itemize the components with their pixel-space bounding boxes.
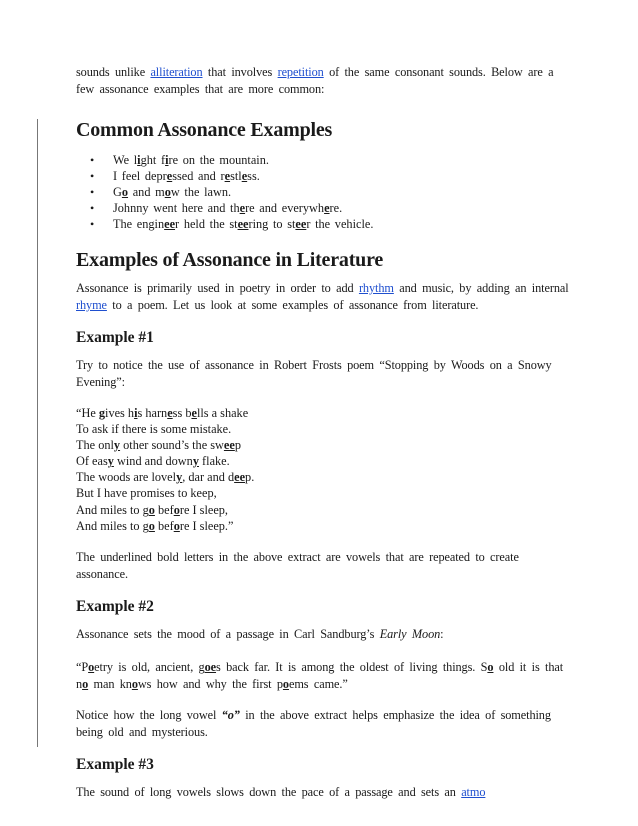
repetition-link[interactable]: repetition: [277, 65, 324, 79]
underlined-vowel: i: [134, 406, 138, 420]
poem-line: [76, 469, 576, 485]
text-run: The engin: [113, 217, 165, 231]
text-run: stl: [230, 169, 242, 183]
text-run: man kn: [88, 676, 132, 691]
rhyme-link[interactable]: rhyme: [76, 298, 107, 312]
example-2-intro-text: Assonance sets the mood of a passage in Carl Sandburg’s: [76, 626, 380, 641]
underlined-vowel: y: [107, 454, 114, 469]
underlined-vowel: e: [191, 406, 197, 420]
text-run: other sound’s the sw: [120, 438, 224, 453]
literature-text-3: to a poem. Let us look at some examples of assonance from literature.: [106, 298, 479, 312]
underlined-vowel: o: [88, 659, 95, 674]
underlined-vowel: ee: [164, 217, 176, 231]
intro-text-1: sounds unlike: [76, 65, 151, 79]
atmosphere-link[interactable]: atmo: [461, 784, 486, 799]
rhythm-link[interactable]: rhythm: [358, 281, 394, 295]
text-run: old it is that n: [76, 659, 564, 691]
text-run: ssed and r: [172, 169, 225, 183]
underlined-vowel: o: [121, 185, 129, 199]
text-run: ives h: [105, 406, 135, 420]
underlined-vowel: e: [166, 169, 173, 183]
text-run: flake.: [198, 454, 230, 469]
text-run: re and everywh: [245, 201, 325, 215]
underlined-vowel: y: [176, 470, 183, 485]
text-run: The onl: [76, 438, 114, 453]
text-run: ss.: [247, 169, 260, 183]
example-2-explanation: [76, 707, 576, 741]
example-1-explanation: The underlined bold letters in the above extract are vowels that are repeated to create assonance.: [76, 549, 519, 581]
text-run: p.: [245, 470, 255, 485]
text-run: re.: [329, 201, 343, 215]
assonance-example-item: [76, 152, 576, 168]
underlined-vowel: o: [282, 676, 289, 691]
example-1-intro: Try to notice the use of assonance in Robert Frosts poem “Stopping by Woods on a Snowy Evening”:: [76, 358, 552, 389]
bullet-icon: •: [90, 169, 95, 183]
assonance-example-item: [76, 216, 576, 232]
text-run: bef: [154, 518, 174, 533]
assonance-example-item: [76, 200, 576, 216]
underlined-vowel: ee: [234, 470, 246, 485]
assonance-example-item: [76, 184, 576, 200]
underlined-vowel: e: [167, 406, 173, 420]
alliteration-link[interactable]: alliteration: [150, 65, 203, 79]
long-vowel-o: “o”: [221, 707, 240, 722]
poem-line: [76, 485, 576, 501]
text-run: r held the st: [175, 217, 238, 231]
bullet-icon: •: [90, 201, 95, 215]
early-moon-title: Early Moon: [379, 626, 441, 641]
underlined-vowel: o: [148, 518, 155, 533]
example-2-intro-colon: :: [440, 626, 444, 641]
underlined-vowel: ee: [295, 217, 307, 231]
underlined-vowel: o: [131, 676, 138, 691]
poem-line: [76, 518, 576, 534]
text-run: wind and down: [113, 454, 193, 469]
example-1-heading: Example #1: [76, 329, 154, 346]
bullet-icon: •: [90, 153, 95, 167]
poem-line: [76, 453, 576, 469]
section-heading-common: Common Assonance Examples: [76, 119, 333, 141]
text-run: We l: [113, 153, 138, 167]
underlined-vowel: ee: [223, 438, 235, 453]
text-run: ems came.”: [288, 676, 348, 691]
text-run: And miles to g: [76, 502, 149, 517]
text-run: ss b: [172, 406, 192, 420]
underlined-vowel: y: [192, 454, 199, 469]
underlined-vowel: e: [224, 169, 231, 183]
text-run: Johnny went here and th: [113, 201, 240, 215]
example-2-heading: Example #2: [76, 597, 154, 615]
text-run: s harn: [137, 406, 168, 420]
underlined-vowel: e: [324, 201, 330, 215]
intro-paragraph: [76, 64, 576, 98]
bullet-icon: •: [90, 185, 95, 199]
text-run: s back far. It is among the oldest of living things. S: [216, 659, 488, 674]
text-run: ws how and why the first p: [137, 676, 283, 691]
text-run: p: [234, 438, 241, 453]
bullet-icon: •: [90, 217, 95, 231]
text-run: re I sleep.”: [179, 518, 234, 533]
notice-text-1: Notice how the long vowel: [76, 707, 222, 722]
text-run: r the vehicle.: [306, 217, 374, 231]
underlined-vowel: o: [148, 502, 155, 517]
poem-line: [76, 405, 576, 421]
text-run: G: [113, 185, 122, 199]
text-run: And miles to g: [76, 518, 149, 533]
example-2-intro: [76, 626, 576, 643]
notice-text-2: in the above extract helps emphasize the idea of something being old and mysterious.: [76, 707, 551, 739]
text-run: ring to st: [248, 217, 296, 231]
document-page: [76, 64, 576, 801]
text-run: But I have promises to keep,: [76, 486, 217, 501]
underlined-vowel: o: [82, 676, 89, 691]
underlined-vowel: o: [164, 185, 171, 199]
literature-text-2: and music, by adding an internal: [393, 281, 569, 295]
underlined-vowel: o: [173, 502, 180, 517]
assonance-example-item: [76, 168, 576, 184]
underlined-vowel: o: [487, 659, 494, 674]
example-3-text: [76, 784, 576, 801]
literature-intro-paragraph: [76, 280, 576, 314]
intro-text-2: that involves: [202, 65, 278, 79]
example-3-body: The sound of long vowels slows down the pace of a passage and sets an: [76, 784, 462, 799]
text-run: , dar and d: [182, 470, 235, 485]
example-3-heading: Example #3: [76, 755, 154, 773]
text-run: ght f: [140, 153, 166, 167]
text-run: etry is old, ancient, g: [94, 659, 205, 674]
text-run: To ask if there is some mistake.: [76, 422, 232, 437]
underlined-vowel: e: [239, 201, 246, 215]
text-run: re I sleep,: [179, 502, 228, 517]
underlined-vowel: o: [173, 518, 180, 533]
underlined-vowel: e: [241, 169, 248, 183]
underlined-vowel: i: [165, 153, 169, 167]
sandburg-quote: [76, 659, 576, 693]
text-run: “P: [76, 659, 89, 674]
text-run: I feel depr: [113, 169, 167, 183]
underlined-vowel: i: [137, 153, 141, 167]
intro-text-3: of the same consonant sounds. Below are a few assonance examples that are more common:: [76, 65, 554, 96]
underlined-vowel: y: [113, 438, 121, 453]
literature-text-1: Assonance is primarily used in poetry in order to add: [76, 281, 359, 295]
text-run: Of eas: [76, 454, 108, 469]
frost-poem-excerpt: [76, 405, 576, 534]
text-run: The woods are lovel: [76, 470, 177, 485]
section-heading-literature: Examples of Assonance in Literature: [76, 249, 384, 271]
poem-line: [76, 437, 576, 453]
text-run: and m: [128, 185, 165, 199]
underlined-vowel: ee: [237, 217, 249, 231]
poem-line: [76, 502, 576, 518]
text-run: lls a shake: [196, 406, 249, 420]
assonance-example-list: [76, 152, 576, 232]
underlined-vowel: oe: [204, 659, 217, 674]
text-run: w the lawn.: [170, 185, 232, 199]
text-run: re on the mountain.: [168, 153, 269, 167]
margin-rule: [37, 119, 38, 747]
underlined-vowel: g: [98, 406, 106, 420]
text-run: bef: [154, 502, 174, 517]
text-run: “He: [76, 406, 99, 420]
poem-line: [76, 421, 576, 437]
